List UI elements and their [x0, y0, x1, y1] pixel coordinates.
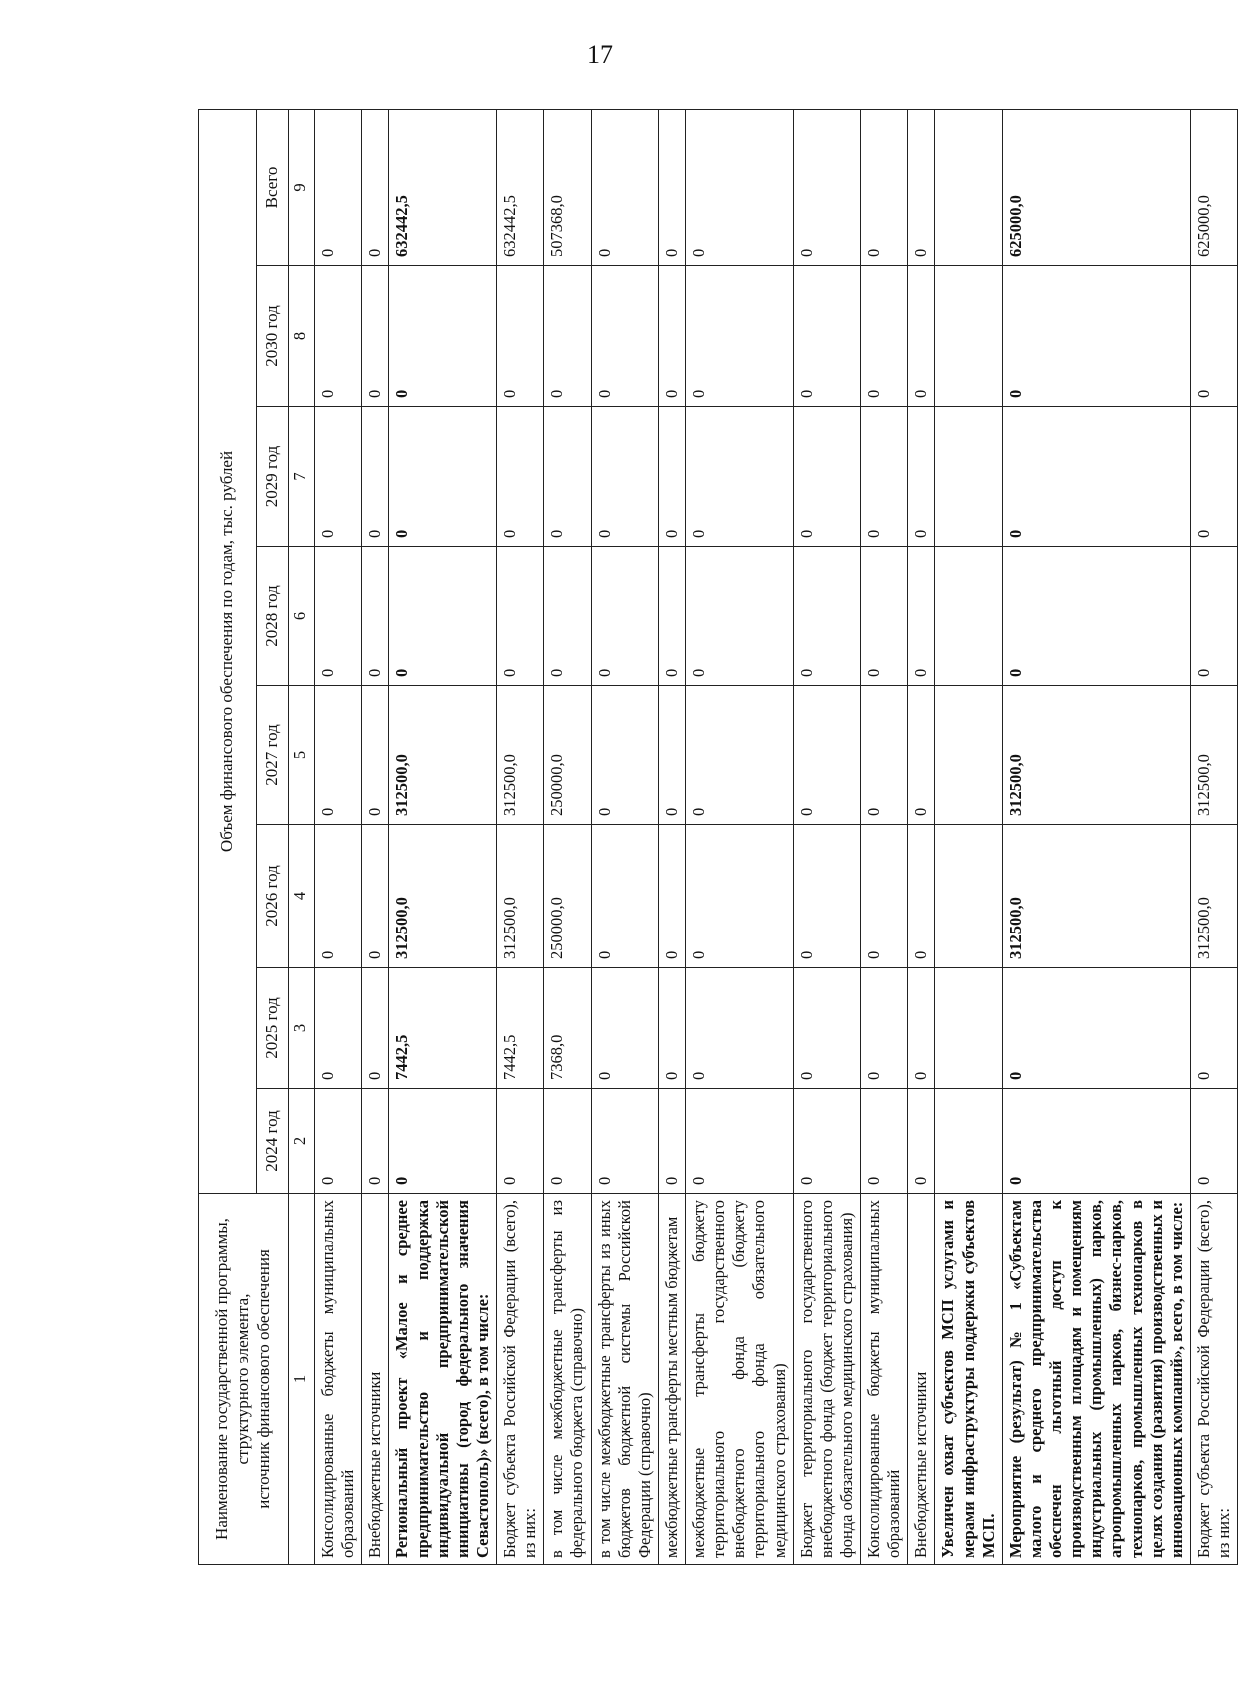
value-cell: 0	[686, 407, 794, 547]
value-cell	[935, 266, 1002, 407]
value-cell: 0	[686, 266, 794, 407]
value-cell: 312500,0	[1190, 825, 1237, 968]
value-cell: 312500,0	[389, 825, 497, 968]
value-cell: 7368,0	[544, 968, 591, 1089]
header-name-cell	[199, 1194, 289, 1565]
value-cell: 0	[1190, 968, 1237, 1089]
row-label: Консолидированные бюджеты муниципальных образований	[861, 1194, 908, 1565]
header-year: 2030 год	[257, 266, 289, 407]
value-cell: 0	[861, 686, 908, 825]
value-cell: 7442,5	[389, 968, 497, 1089]
value-cell: 0	[861, 109, 908, 265]
value-cell: 0	[908, 109, 935, 265]
value-cell: 0	[793, 547, 860, 686]
value-cell: 625000,0	[1002, 109, 1190, 265]
value-cell: 0	[1190, 407, 1237, 547]
value-cell: 7442,5	[497, 968, 544, 1089]
value-cell: 0	[908, 825, 935, 968]
value-cell	[935, 407, 1002, 547]
value-cell: 0	[658, 968, 685, 1089]
value-cell: 0	[591, 266, 658, 407]
value-cell	[935, 968, 1002, 1089]
table-row	[315, 109, 362, 1564]
table-row	[658, 109, 685, 1564]
value-cell: 0	[544, 1089, 591, 1194]
value-cell: 0	[686, 1089, 794, 1194]
header-year: 2025 год	[257, 968, 289, 1089]
table-row	[908, 109, 935, 1564]
value-cell: 0	[315, 968, 362, 1089]
row-label: в том числе межбюджетные трансферты из иных бюджетов бюджетной системы Российской Федерации (справочно)	[591, 1194, 658, 1565]
value-cell: 0	[315, 825, 362, 968]
value-cell: 0	[658, 1089, 685, 1194]
value-cell: 0	[362, 686, 389, 825]
header-index-row	[289, 109, 315, 1564]
value-cell: 312500,0	[497, 686, 544, 825]
value-cell: 312500,0	[497, 825, 544, 968]
value-cell: 0	[1002, 407, 1190, 547]
value-cell: 0	[686, 968, 794, 1089]
value-cell: 0	[793, 1089, 860, 1194]
table-row	[1002, 109, 1190, 1564]
table-row	[686, 109, 794, 1564]
value-cell	[935, 547, 1002, 686]
value-cell: 312500,0	[389, 686, 497, 825]
value-cell: 0	[861, 266, 908, 407]
value-cell: 312500,0	[1190, 686, 1237, 825]
value-cell: 0	[362, 407, 389, 547]
index-cell: 9	[289, 109, 315, 265]
row-label: Бюджет территориального государственного внебюджетного фонда (бюджет территориального фонда обязательного медицинского страхования)	[793, 1194, 860, 1565]
value-cell: 0	[497, 1089, 544, 1194]
value-cell: 0	[544, 547, 591, 686]
value-cell: 0	[793, 109, 860, 265]
value-cell: 0	[908, 968, 935, 1089]
header-name-label: Наименование государственной программы, структурного элемента,	[212, 1218, 253, 1540]
header-year: 2029 год	[257, 407, 289, 547]
index-cell: 3	[289, 968, 315, 1089]
value-cell: 0	[908, 686, 935, 825]
value-cell: 0	[362, 825, 389, 968]
value-cell: 0	[315, 686, 362, 825]
row-label: межбюджетные трансферты местным бюджетам	[658, 1194, 685, 1565]
header-row-1	[199, 109, 257, 1564]
header-year: 2027 год	[257, 686, 289, 825]
value-cell: 0	[686, 825, 794, 968]
row-label: Мероприятие (результат) № 1 «Субъектам малого и среднего предпринимательства обеспечен льготный доступ к производственным площадям и помещениям индустриальных (промышленных) парков, агропромышленных парков, бизнес-парков, технопарков, промышленных технопарков в целях создания (развития) производственных и инновационных компаний», всего, в том числе:	[1002, 1194, 1190, 1565]
value-cell	[935, 686, 1002, 825]
value-cell: 0	[908, 1089, 935, 1194]
value-cell	[935, 1089, 1002, 1194]
value-cell: 0	[908, 547, 935, 686]
value-cell: 0	[793, 266, 860, 407]
table-row	[861, 109, 908, 1564]
table-row	[1190, 109, 1237, 1564]
value-cell: 0	[686, 547, 794, 686]
value-cell: 0	[1002, 547, 1190, 686]
value-cell: 0	[544, 407, 591, 547]
value-cell: 0	[315, 407, 362, 547]
value-cell: 0	[497, 407, 544, 547]
header-year: 2024 год	[257, 1089, 289, 1194]
header-total: Всего	[257, 109, 289, 265]
value-cell: 0	[591, 825, 658, 968]
value-cell: 0	[1190, 266, 1237, 407]
value-cell: 0	[658, 547, 685, 686]
header-name-sublabel: источник финансового обеспечения	[253, 1249, 273, 1509]
value-cell: 0	[591, 686, 658, 825]
value-cell: 0	[591, 109, 658, 265]
row-label: Внебюджетные источники	[362, 1194, 389, 1565]
value-cell: 0	[861, 1089, 908, 1194]
value-cell: 0	[861, 968, 908, 1089]
value-cell: 250000,0	[544, 686, 591, 825]
value-cell: 0	[362, 266, 389, 407]
value-cell: 632442,5	[389, 109, 497, 265]
value-cell: 0	[658, 266, 685, 407]
value-cell: 0	[1002, 968, 1190, 1089]
value-cell: 0	[362, 968, 389, 1089]
index-cell: 5	[289, 686, 315, 825]
value-cell: 0	[315, 1089, 362, 1194]
value-cell: 0	[861, 547, 908, 686]
value-cell: 0	[362, 547, 389, 686]
value-cell: 0	[658, 109, 685, 265]
row-label: межбюджетные трансферты бюджету территориального государственного внебюджетного фонда (бюджету территориального фонда обязательного медицинского страхования)	[686, 1194, 794, 1565]
value-cell: 0	[389, 1089, 497, 1194]
value-cell: 250000,0	[544, 825, 591, 968]
financing-table	[198, 109, 1238, 1565]
table-row	[362, 109, 389, 1564]
value-cell: 0	[793, 686, 860, 825]
index-cell: 6	[289, 547, 315, 686]
value-cell: 0	[1002, 1089, 1190, 1194]
index-cell: 7	[289, 407, 315, 547]
header-year: 2028 год	[257, 547, 289, 686]
value-cell: 0	[591, 407, 658, 547]
value-cell: 507368,0	[544, 109, 591, 265]
value-cell: 0	[658, 686, 685, 825]
value-cell: 0	[686, 109, 794, 265]
index-cell: 4	[289, 825, 315, 968]
value-cell: 0	[389, 407, 497, 547]
value-cell: 0	[908, 266, 935, 407]
index-cell: 2	[289, 1089, 315, 1194]
value-cell: 0	[686, 686, 794, 825]
value-cell: 0	[591, 968, 658, 1089]
value-cell: 0	[362, 109, 389, 265]
page-number: 17	[587, 40, 613, 69]
value-cell: 312500,0	[1002, 825, 1190, 968]
table-row	[793, 109, 860, 1564]
row-label: Бюджет субъекта Российской Федерации (всего), из них:	[1190, 1194, 1237, 1565]
value-cell: 0	[315, 266, 362, 407]
value-cell	[935, 109, 1002, 265]
value-cell: 0	[315, 547, 362, 686]
value-cell: 0	[497, 266, 544, 407]
index-cell: 8	[289, 266, 315, 407]
value-cell: 0	[793, 968, 860, 1089]
table-row	[544, 109, 591, 1564]
value-cell: 0	[1190, 547, 1237, 686]
value-cell: 0	[389, 266, 497, 407]
value-cell: 0	[591, 547, 658, 686]
value-cell: 0	[793, 825, 860, 968]
value-cell: 0	[658, 825, 685, 968]
value-cell: 0	[908, 407, 935, 547]
value-cell	[935, 825, 1002, 968]
table-row	[389, 109, 497, 1564]
table-row	[497, 109, 544, 1564]
row-label: Внебюджетные источники	[908, 1194, 935, 1565]
row-label: Увеличен охват субъектов МСП услугами и мерами инфраструктуры поддержки субъектов МСП.	[935, 1194, 1002, 1565]
row-label: Консолидированные бюджеты муниципальных образований	[315, 1194, 362, 1565]
value-cell: 0	[861, 825, 908, 968]
table-row	[591, 109, 658, 1564]
row-label: Региональный проект «Малое и среднее предпринимательство и поддержка индивидуальной предпринимательской инициативы (город федерального значения Севастополь)» (всего), в том числе:	[389, 1194, 497, 1565]
value-cell: 0	[793, 407, 860, 547]
value-cell: 0	[1190, 1089, 1237, 1194]
index-cell: 1	[289, 1194, 315, 1565]
header-volume-title: Объем финансового обеспечения по годам, тыс. рублей	[199, 109, 257, 1193]
rotated-table-container	[198, 110, 1233, 1565]
value-cell: 632442,5	[497, 109, 544, 265]
header-year: 2026 год	[257, 825, 289, 968]
value-cell: 0	[1002, 266, 1190, 407]
row-label: Бюджет субъекта Российской Федерации (всего), из них:	[497, 1194, 544, 1565]
value-cell: 0	[861, 407, 908, 547]
value-cell: 0	[591, 1089, 658, 1194]
value-cell: 0	[362, 1089, 389, 1194]
value-cell: 625000,0	[1190, 109, 1237, 265]
value-cell: 0	[497, 547, 544, 686]
value-cell: 0	[315, 109, 362, 265]
value-cell: 0	[389, 547, 497, 686]
value-cell: 0	[658, 407, 685, 547]
value-cell: 0	[544, 266, 591, 407]
row-label: в том числе межбюджетные трансферты из федерального бюджета (справочно)	[544, 1194, 591, 1565]
table-row	[935, 109, 1002, 1564]
value-cell: 312500,0	[1002, 686, 1190, 825]
